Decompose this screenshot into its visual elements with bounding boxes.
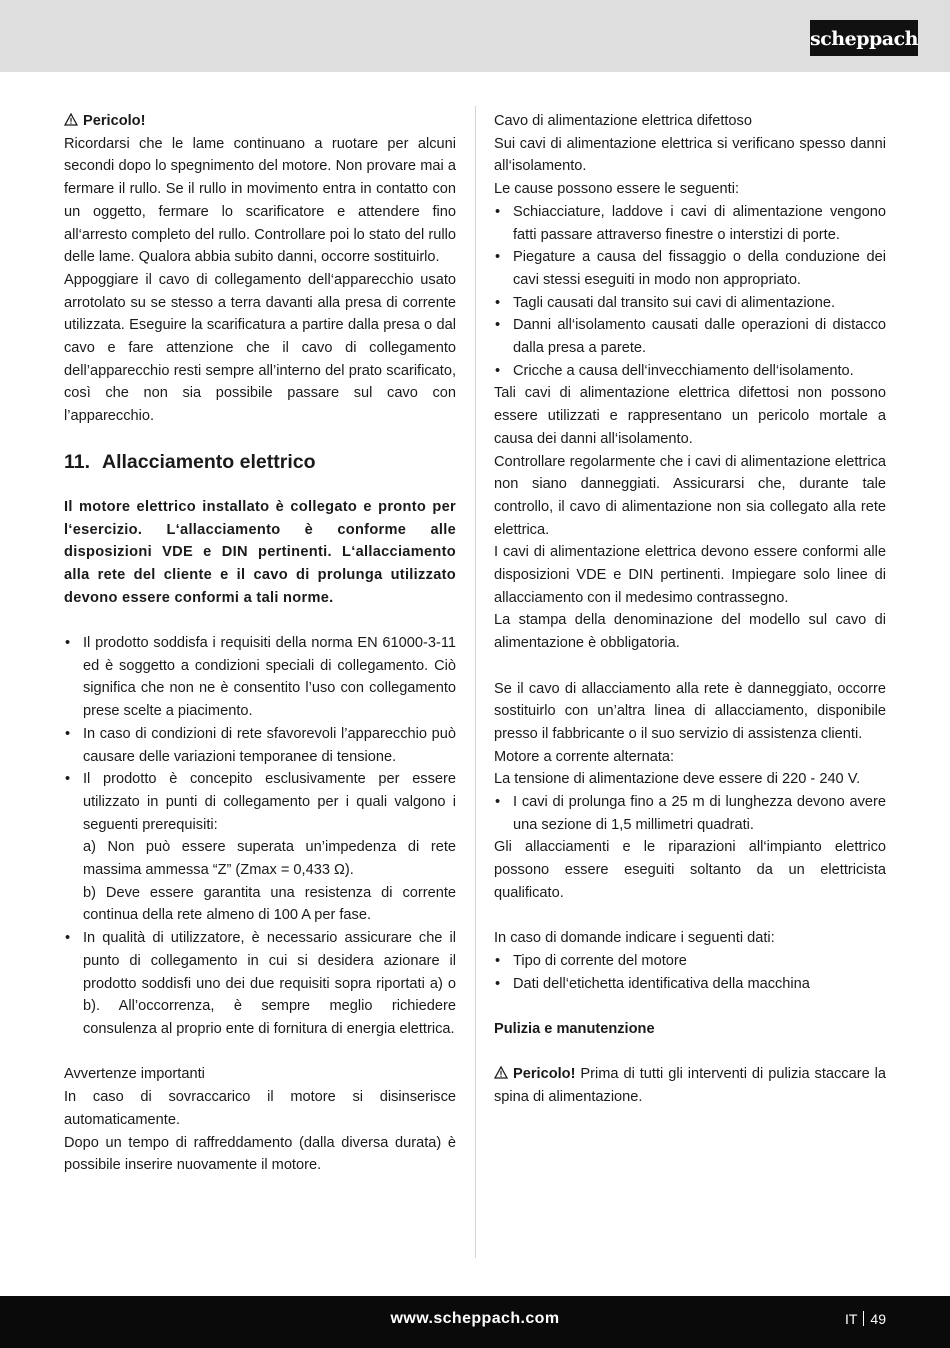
list-item: • Dati dell‘etichetta identificativa della macchina: [494, 973, 886, 996]
left-column: [64, 110, 456, 1177]
footer-website-link[interactable]: www.scheppach.com: [390, 1310, 560, 1327]
list-item: • Danni all‘isolamento causati dalle operazioni di distacco dalla presa a parete.: [494, 314, 886, 359]
header-band: [0, 0, 950, 72]
cable-defect-title: Cavo di alimentazione elettrica difettoso: [494, 113, 752, 129]
list-item: • Schiacciature, laddove i cavi di alimentazione vengono fatti passare attraverso finestre o interstizi di porte.: [494, 201, 886, 246]
brand-logo: [810, 20, 918, 56]
list-item: • Il prodotto soddisfa i requisiti della norma EN 61000-3-11 ed è soggetto a condizioni speciali di collegamento. Ciò significa che non ne è consentito l’uso con collegamento prese scelte a piacimento.: [64, 632, 456, 723]
page-number: 49: [870, 1311, 886, 1327]
questions-list: [494, 950, 886, 995]
check-cable-text: Controllare regolarmente che i cavi di alimentazione elettrica non siano danneggiati. Assicurarsi che, durante tale controllo, il cavo di alimentazione non sia collegato alla rete elettrica.: [494, 453, 886, 538]
language-code: IT: [844, 1311, 858, 1327]
section-number: 11.: [64, 450, 91, 473]
list-item: • In qualità di utilizzatore, è necessario assicurare che il punto di collegamento in cui si desidera azionare il prodotto soddisfi uno dei due requisiti sopra riportati a) o b). All’occorrenza, è sempre meglio richiedere consulenza al proprio ente di fornitura di energia elettrica.: [64, 927, 456, 1041]
damaged-cable-text: Se il cavo di allacciamento alla rete è danneggiato, occorre sostituirlo con un’altra linea di allacciamento, disponibile presso il fabbricante o il suo servizio di assistenza clienti.: [494, 680, 886, 742]
cleaning-title: Pulizia e manutenzione: [494, 1021, 655, 1038]
list-item: • Cricche a causa dell‘invecchiamento dell‘isolamento.: [494, 360, 886, 383]
causes-list: [494, 201, 886, 383]
right-column: [494, 110, 886, 1109]
warning-triangle-icon: [494, 1066, 508, 1079]
intro-bold-text: Il motore elettrico installato è collegato e pronto per l‘esercizio. L‘allacciamento è conforme alle disposizioni VDE e DIN pertinenti. L‘allacciamento alla rete del cliente e il cavo di prolunga utilizzato devono essere conformi a tali norme.: [64, 498, 456, 606]
ac-voltage-text: La tensione di alimentazione deve essere di 220 - 240 V.: [494, 771, 861, 788]
list-item: • Il prodotto è concepito esclusivamente per essere utilizzato in punti di collegamento per i quali valgono i seguenti prerequisiti: a) Non può essere superata un’impedenza di rete massima ammessa “Z” (Zmax = 0,433 Ω). b) Deve essere garantita una resistenza di corrente continua della rete almeno di 100 A per fase.: [64, 768, 456, 927]
list-item: • Tagli causati dal transito sui cavi di alimentazione.: [494, 292, 886, 315]
requirement-a: a) Non può essere superata un’impedenza di rete massima ammessa “Z” (Zmax = 0,433 Ω).: [83, 839, 456, 879]
questions-intro: In caso di domande indicare i seguenti dati:: [494, 930, 775, 947]
important-note: In caso di sovraccarico il motore si disinserisce automaticamente.: [64, 1089, 456, 1128]
cable-norms-text: I cavi di alimentazione elettrica devono essere conformi alle disposizioni VDE e DIN pertinenti. Impiegare solo linee di allacciamento con il medesimo contrassegno.: [494, 544, 886, 606]
list-item: • In caso di condizioni di rete sfavorevoli l’apparecchio può causare delle variazioni temporanee di tensione.: [64, 723, 456, 768]
ac-motor-title: Motore a corrente alternata:: [494, 748, 675, 765]
page-indicator: [845, 1311, 886, 1327]
warning-triangle-icon: [64, 113, 78, 126]
section-heading: [64, 450, 456, 474]
cleaning-warning-text: Prima di tutti gli interventi di pulizia staccare la spina di alimentazione.: [494, 1066, 886, 1106]
footer-bar: [0, 1296, 950, 1348]
electrician-text: Gli allacciamenti e le riparazioni all‘impianto elettrico possono essere eseguiti soltanto da un elettricista qualificato.: [494, 839, 886, 901]
important-notes-title: Avvertenze importanti: [64, 1066, 205, 1083]
warning-text: Ricordarsi che le lame continuano a ruotare per alcuni secondi dopo lo spegnimento del motore. Non provare mai a fermare il rullo. Se il rullo in movimento entra in contatto con un oggetto, fermare lo scarificatore e attendere fino all‘arresto completo del rullo. Controllare poi lo stato del rullo delle lame. Qualora abbia subito danni, occorre sostituirlo.: [64, 135, 456, 266]
requirements-list: [64, 632, 456, 1041]
cleaning-warning: [494, 1063, 886, 1108]
causes-intro: Le cause possono essere le seguenti:: [494, 181, 740, 198]
warning-heading: Pericolo!: [64, 110, 456, 133]
cable-defect-intro: Sui cavi di alimentazione elettrica si verificano spesso danni all‘isolamento.: [494, 135, 886, 175]
brand-logo-text: scheppach: [810, 28, 918, 50]
column-divider: [475, 106, 476, 1258]
list-item: • Tipo di corrente del motore: [494, 950, 886, 973]
section-title: Allacciamento elettrico: [102, 450, 316, 473]
important-note: Dopo un tempo di raffreddamento (dalla diversa durata) è possibile inserire nuovamente il motore.: [64, 1134, 456, 1174]
cleaning-warning-title: Pericolo!: [513, 1066, 576, 1083]
requirement-b: b) Deve essere garantita una resistenza di corrente continua della rete almeno di 100 A per fase.: [83, 884, 456, 924]
model-print-text: La stampa della denominazione del modello sul cavo di alimentazione è obbligatoria.: [494, 612, 886, 652]
cable-placement-text: Appoggiare il cavo di collegamento dell‘apparecchio usato arrotolato su se stesso a terra davanti alla presa di corrente utilizzata. Eseguire la scarificatura a partire dalla presa o dal cavo e fare attenzione che il cavo di collegamento dell’apparecchio resti sempre all’interno del prato scarificato, così che non sia possibile passare sul cavo con l’apparecchio.: [64, 271, 456, 425]
extension-cable-list: [494, 791, 886, 836]
defective-cable-text: Tali cavi di alimentazione elettrica difettosi non possono essere utilizzati e rappresentano un pericolo mortale a causa dei danni all‘isolamento.: [494, 385, 886, 447]
list-item: • Piegature a causa del fissaggio o della conduzione dei cavi stessi eseguiti in modo non appropriato.: [494, 246, 886, 291]
list-item: • I cavi di prolunga fino a 25 m di lunghezza devono avere una sezione di 1,5 millimetri quadrati.: [494, 791, 886, 836]
